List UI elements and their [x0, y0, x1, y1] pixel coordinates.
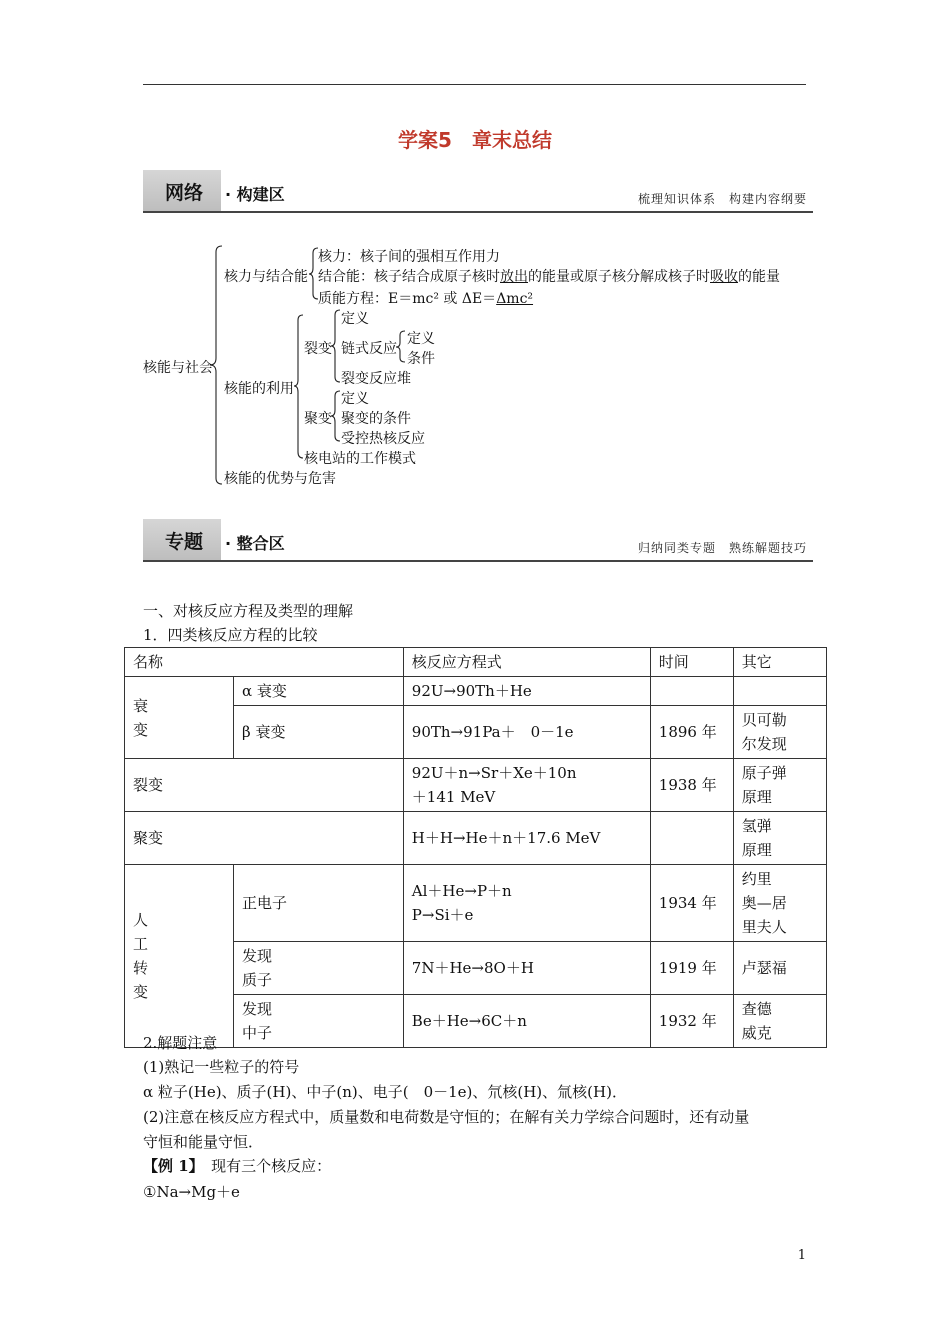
cell-alpha-other: [733, 677, 826, 706]
cell-fission-other: 原子弹 原理: [733, 759, 826, 812]
table-row: [125, 812, 827, 865]
notes-item-1: (1)熟记一些粒子的符号: [143, 1058, 300, 1076]
cell-proton-name: 发现 质子: [234, 942, 404, 995]
cell-positron-other: 约里 奥—居 里夫人: [733, 865, 826, 942]
brace-use: [294, 315, 303, 458]
cell-alpha-name: α 衰变: [234, 677, 404, 706]
mindmap-reactor: 裂变反应堆: [341, 371, 411, 387]
heading-2: 1．四类核反应方程的比较: [143, 626, 318, 644]
mindmap-fusion-def: 定义: [341, 391, 369, 407]
reaction-table: [124, 647, 827, 1048]
cell-beta-other: 贝可勒 尔发现: [733, 706, 826, 759]
example-1-reaction: ①Na→Mg＋e: [143, 1183, 240, 1201]
cell-fusion-time: [650, 812, 733, 865]
mindmap-chain-cond: 条件: [407, 351, 435, 367]
header-time: 时间: [650, 648, 733, 677]
cell-beta-name: β 衰变: [234, 706, 404, 759]
cell-neutron-name: 发现 中子: [234, 995, 404, 1048]
notes-title: 2.解题注意: [143, 1034, 218, 1052]
header-other: 其它: [733, 648, 826, 677]
cell-fission-eq: 92U＋n→Sr＋Xe＋10n ＋141 MeV: [403, 759, 650, 812]
mindmap-chain: 链式反应: [341, 341, 397, 357]
cell-neutron-time: 1932 年: [650, 995, 733, 1048]
mindmap-pros: 核能的优势与危害: [224, 471, 336, 487]
mindmap-nuclear-force: 核力：核子间的强相互作用力: [318, 249, 500, 265]
mindmap-fission: 裂变: [304, 341, 332, 357]
cell-neutron-other: 查德 威克: [733, 995, 826, 1048]
cell-proton-eq: 7N＋He→8O＋H: [403, 942, 650, 995]
mindmap-binding-label: 核力与结合能: [224, 269, 308, 285]
table-row: [125, 677, 827, 706]
mindmap-root: 核能与社会: [143, 360, 213, 376]
section-sub: · 构建区: [225, 185, 285, 204]
mindmap-fusion-ctrl: 受控热核反应: [341, 431, 425, 447]
cell-beta-time: 1896 年: [650, 706, 733, 759]
page-title: 学案5 章末总结: [398, 128, 552, 152]
mindmap-mass-energy: 质能方程：E＝mc² 或 ΔE＝Δmc²: [318, 291, 534, 307]
mindmap-fusion-cond: 聚变的条件: [341, 411, 411, 427]
mindmap-chain-def: 定义: [407, 331, 435, 347]
section-band-topics: [143, 519, 813, 561]
example-1: [143, 1155, 331, 1176]
brace-chain: [396, 331, 405, 362]
example-text: 现有三个核反应：: [196, 1157, 332, 1175]
mindmap-plant: 核电站的工作模式: [304, 451, 416, 467]
cell-decay: 衰 变: [125, 677, 234, 759]
cell-artificial: 人 工 转 变: [125, 865, 234, 1048]
cell-alpha-eq: 92U→90Th＋He: [403, 677, 650, 706]
cell-proton-other: 卢瑟福: [733, 942, 826, 995]
section-sub: · 整合区: [225, 534, 285, 553]
header-name: 名称: [125, 648, 404, 677]
mindmap-use-label: 核能的利用: [224, 381, 294, 397]
heading-1: 一、对核反应方程及类型的理解: [143, 602, 354, 620]
table-row: [125, 759, 827, 812]
example-label: 【例 1】: [143, 1157, 197, 1175]
cell-positron-eq: Al＋He→P＋n P→Si＋e: [403, 865, 650, 942]
table-row: [125, 865, 827, 942]
notes-item-1b: α 粒子(He)、质子(H)、中子(n)、电子( 0－1e)、氘核(H)、氚核(H)．: [143, 1083, 627, 1101]
cell-fission-name: 裂变: [125, 759, 404, 812]
cell-fusion-name: 聚变: [125, 812, 404, 865]
brace-fusion: [331, 391, 340, 441]
mindmap-binding-energy: 结合能：核子结合成原子核时放出的能量或原子核分解成核子时吸收的能量: [318, 269, 780, 285]
section-band-rule: [143, 560, 813, 562]
mindmap-fusion: 聚变: [304, 411, 332, 427]
mindmap-fission-def: 定义: [341, 311, 369, 327]
cell-positron-name: 正电子: [234, 865, 404, 942]
brace-binding: [309, 248, 318, 299]
section-tagline: 梳理知识体系 构建内容纲要: [637, 192, 807, 206]
cell-beta-eq: 90Th→91Pa＋ 0－1e: [403, 706, 650, 759]
cell-alpha-time: [650, 677, 733, 706]
brace-fission: [331, 310, 340, 382]
table-header-row: [125, 648, 827, 677]
cell-neutron-eq: Be＋He→6C＋n: [403, 995, 650, 1048]
cell-positron-time: 1934 年: [650, 865, 733, 942]
cell-proton-time: 1919 年: [650, 942, 733, 995]
page-number: 1: [797, 1248, 806, 1263]
notes-item-2b: 守恒和能量守恒．: [143, 1133, 264, 1151]
section-name: 网络: [165, 182, 204, 204]
notes-item-2a: (2)注意在核反应方程式中，质量数和电荷数是守恒的；在解有关力学综合问题时，还有动量: [143, 1108, 750, 1126]
section-name: 专题: [165, 531, 204, 553]
cell-fusion-other: 氢弹 原理: [733, 812, 826, 865]
header-equation: 核反应方程式: [403, 648, 650, 677]
section-tagline: 归纳同类专题 熟练解题技巧: [637, 541, 807, 555]
cell-fusion-eq: H＋H→He＋n＋17.6 MeV: [403, 812, 650, 865]
cell-fission-time: 1938 年: [650, 759, 733, 812]
